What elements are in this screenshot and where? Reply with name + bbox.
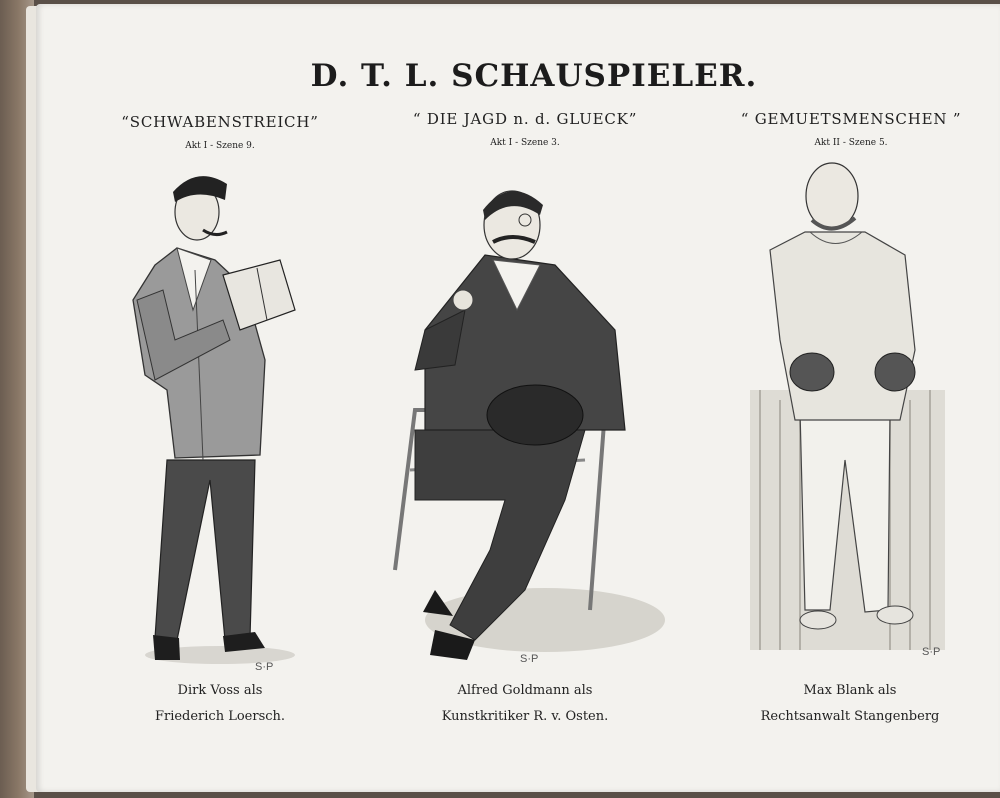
- scene-label-2: Akt I - Szene 3.: [490, 138, 560, 148]
- figure-3-header: [726, 110, 976, 148]
- figure-2-caption: [410, 678, 640, 730]
- caption-3-line1: Max Blank als: [803, 683, 897, 698]
- caption-2-line2: Kunstkritiker R. v. Osten.: [441, 709, 609, 724]
- scene-label-1: Akt I - Szene 9.: [185, 141, 255, 151]
- scene-label-3: Akt II - Szene 5.: [814, 138, 888, 148]
- figure-1-caption: [120, 678, 320, 730]
- figure-2-header: [400, 110, 650, 148]
- signature-1: S·P: [255, 661, 274, 673]
- illustration-reading-man: [115, 160, 335, 675]
- figure-3-caption: [745, 678, 955, 730]
- signature-2: S·P: [520, 653, 539, 665]
- signature-3: S·P: [922, 646, 941, 658]
- illustration-boxer: [740, 160, 955, 660]
- caption-1-line1: Dirk Voss als: [177, 683, 263, 698]
- figure-1-header: [120, 113, 320, 151]
- play-title-3: “ GEMUETSMENSCHEN ”: [740, 110, 962, 128]
- page-title: D. T. L. SCHAUSPIELER.: [310, 58, 758, 94]
- caption-1-line2: Friederich Loersch.: [154, 709, 286, 724]
- play-title-1: “SCHWABENSTREICH”: [121, 113, 319, 131]
- caption-2-line1: Alfred Goldmann als: [457, 683, 593, 698]
- play-title-2: “ DIE JAGD n. d. GLUECK”: [412, 110, 638, 128]
- illustration-seated-man: [375, 170, 675, 670]
- caption-3-line2: Rechtsanwalt Stangenberg: [760, 709, 940, 724]
